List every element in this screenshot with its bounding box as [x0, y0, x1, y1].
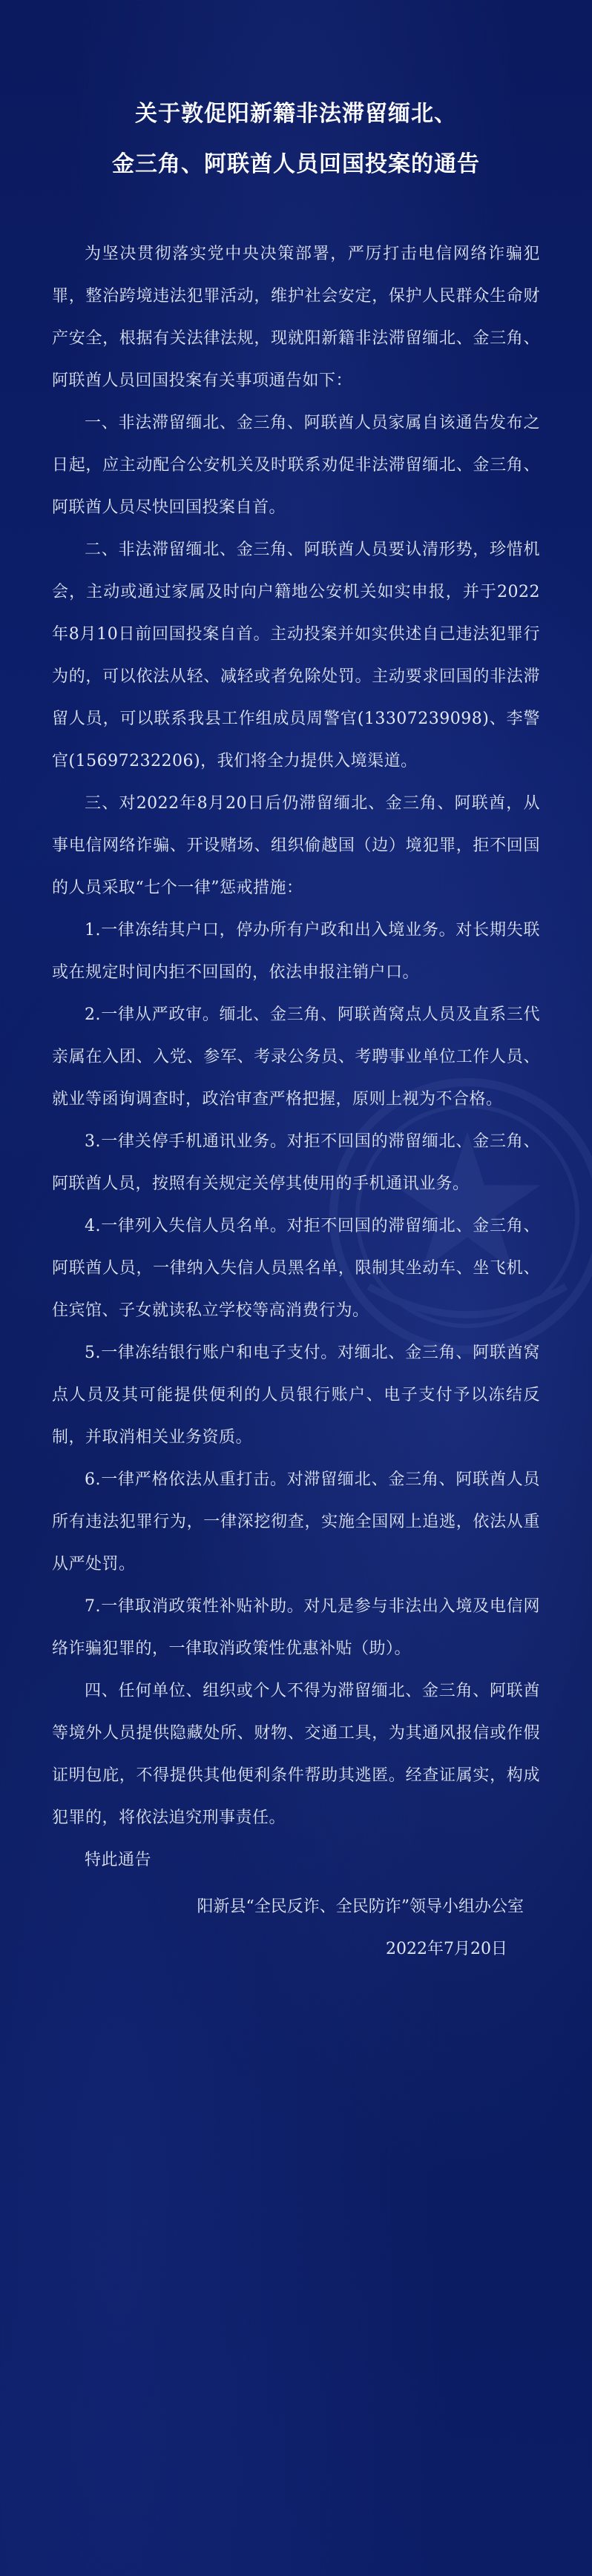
notice-paragraph-4: 四、任何单位、组织或个人不得为滞留缅北、金三角、阿联酋等境外人员提供隐藏处所、财物、交通工具，为其通风报信或作假证明包庇，不得提供其他便利条件帮助其逃匿。经查证属实，构成犯罪的，将依法追究刑事责任。: [52, 1682, 540, 1827]
notice-closing: 特此通告: [85, 1851, 152, 1869]
notice-title-line-2: 金三角、阿联酋人员回国投案的通告: [112, 151, 480, 177]
notice-body: [52, 233, 540, 1881]
measure-item-1: 1.一律冻结其户口，停办所有户政和出入境业务。对长期失联或在规定时间内拒不回国的，依法申报注销户口。: [52, 921, 540, 982]
measure-item-7: 7.一律取消政策性补贴补助。对凡是参与非法出入境及电信网络诈骗犯罪的，一律取消政策性优惠补贴（助）。: [52, 1597, 540, 1658]
notice-title-line-1: 关于敦促阳新籍非法滞留缅北、: [135, 101, 457, 127]
notice-paragraph-2: 二、非法滞留缅北、金三角、阿联酋人员要认清形势，珍惜机会，主动或通过家属及时向户籍地公安机关如实申报，并于2022年8月10日前回国投案自首。主动投案并如实供述自己违法犯罪行为的，可以依法从轻、减轻或者免除处罚。主动要求回国的非法滞留人员，可以联系我县工作组成员周警官(13307239098)、李警官(15697232206)，我们将全力提供入境渠道。: [52, 541, 540, 770]
measure-item-5: 5.一律冻结银行账户和电子支付。对缅北、金三角、阿联酋窝点人员及其可能提供便利的人员银行账户、电子支付予以冻结反制，并取消相关业务资质。: [52, 1344, 540, 1447]
signature-organization: 阳新县“全民反诈、全民防诈”领导小组办公室: [197, 1898, 524, 1916]
measure-item-3: 3.一律关停手机通讯业务。对拒不回国的滞留缅北、金三角、阿联酋人员，按照有关规定关停其使用的手机通讯业务。: [52, 1132, 540, 1193]
notice-paragraph-3: 三、对2022年8月20日后仍滞留缅北、金三角、阿联酋，从事电信网络诈骗、开设赌场、组织偷越国（边）境犯罪，拒不回国的人员采取“七个一律”惩戒措施：: [52, 794, 540, 897]
notice-title: [52, 89, 540, 190]
measure-item-6: 6.一律严格依法从重打击。对滞留缅北、金三角、阿联酋人员所有违法犯罪行为，一律深挖彻查，实施全国网上追逃，依法从重从严处罚。: [52, 1470, 540, 1573]
signature-date: 2022年7月20日: [386, 1940, 507, 1958]
notice-paragraph-1: 一、非法滞留缅北、金三角、阿联酋人员家属自该通告发布之日起，应主动配合公安机关及时联系劝促非法滞留缅北、金三角、阿联酋人员尽快回国投案自首。: [52, 414, 540, 517]
notice-paragraph-intro: 为坚决贯彻落实党中央决策部署，严厉打击电信网络诈骗犯罪，整治跨境违法犯罪活动，维护社会安定，保护人民群众生命财产安全，根据有关法律法规，现就阳新籍非法滞留缅北、金三角、阿联酋人员回国投案有关事项通告如下：: [52, 245, 540, 390]
notice-signature: [52, 1886, 540, 1970]
measure-item-2: 2.一律从严政审。缅北、金三角、阿联酋窝点人员及直系三代亲属在入团、入党、参军、考录公务员、考聘事业单位工作人员、就业等函询调查时，政治审查严格把握，原则上视为不合格。: [52, 1005, 540, 1109]
measure-item-4: 4.一律列入失信人员名单。对拒不回国的滞留缅北、金三角、阿联酋人员，一律纳入失信人员黑名单，限制其坐动车、坐飞机、住宾馆、子女就读私立学校等高消费行为。: [52, 1217, 540, 1320]
